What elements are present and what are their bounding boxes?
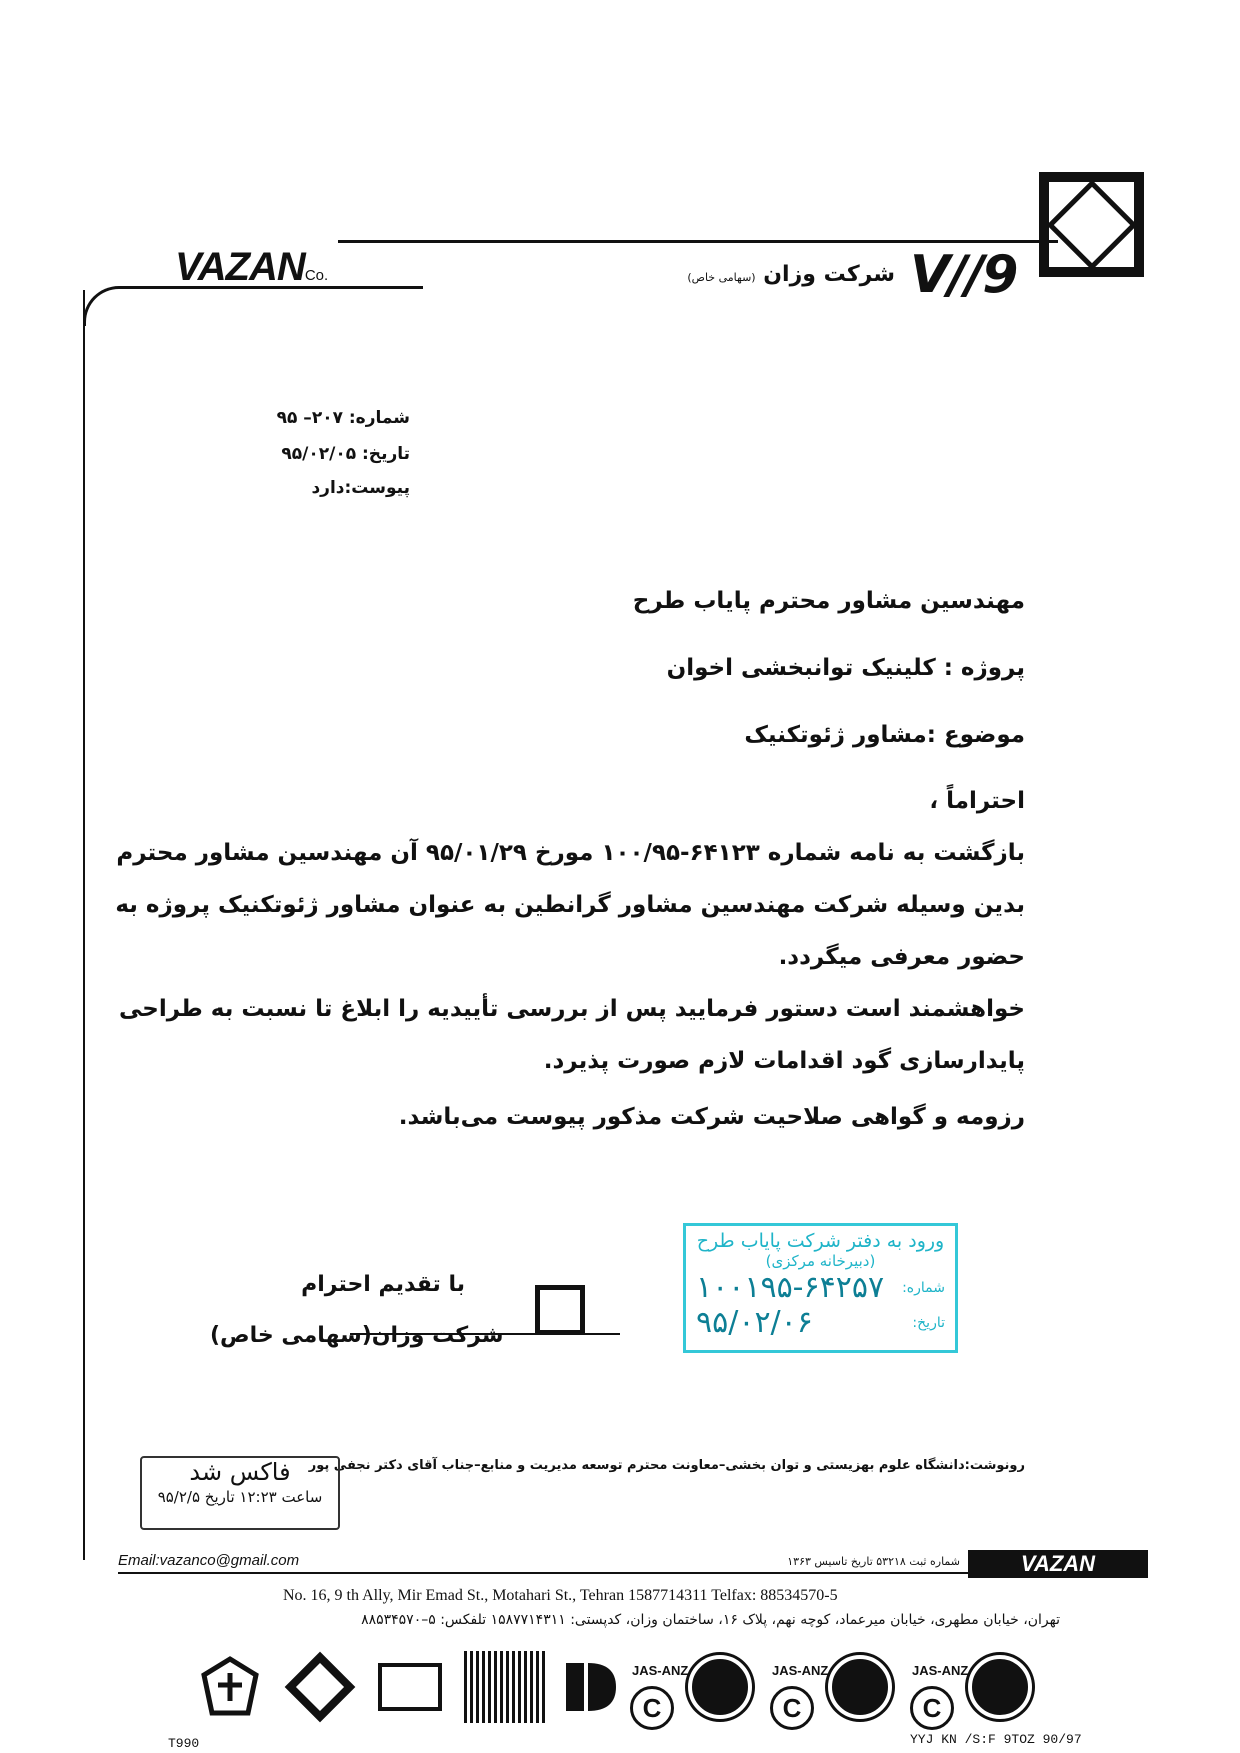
- receipt-stamp: [683, 1223, 958, 1353]
- stamp-number: ۱۰۰۱۹۵-۶۴۲۵۷: [696, 1270, 885, 1305]
- closing: با تقدیم احترام: [301, 1272, 465, 1297]
- header-rule: [338, 240, 1058, 243]
- letter-number: شماره: ۲۰۷– ۹۵: [276, 408, 410, 428]
- address-fa: تهران، خیابان مطهری، خیابان میرعماد، کوچه نهم، پلاک ۱۶، ساختمان وزان، کدپستی: ۱۵۸۷۷۱۴۳۱۱ تلفکس: ۵–۸۸۵۳۴۵۷۰: [361, 1612, 1060, 1628]
- fax-stamp-title: فاکس شد: [189, 1458, 291, 1486]
- certification-seal-icon: [825, 1652, 895, 1722]
- certification-seal-icon: [685, 1652, 755, 1722]
- project-line: پروژه : کلینیک توانبخشی اخوان: [666, 655, 1025, 681]
- address-en: No. 16, 9 th Ally, Mir Emad St., Motahari St., Tehran 1587714311 Telfax: 88534570-5: [283, 1587, 838, 1604]
- brand-glyphs: V//9: [910, 245, 1017, 305]
- fax-stamp: [140, 1456, 340, 1530]
- registration-info: شماره ثبت ۵۳۲۱۸ تاریخ تاسیس ۱۳۶۳: [787, 1555, 960, 1568]
- body-line: بازگشت به نامه شماره ۶۴۱۲۳-۱۰۰/۹۵ مورخ ۹۵/۰۱/۲۹ آن مهندسین مشاور محترم: [116, 840, 1025, 866]
- emblem-icon: [195, 1652, 265, 1722]
- company-name-text: شرکت وزان: [763, 262, 895, 287]
- footer-logo: VAZAN: [968, 1550, 1148, 1578]
- cert-label: JAS-ANZ: [632, 1663, 689, 1678]
- signatory: شرکت وزان(سهامی خاص): [210, 1323, 504, 1348]
- letter-date: تاریخ: ۹۵/۰۲/۰۵: [281, 444, 410, 464]
- stamp-title: ورود به دفتر شرکت پایاب طرح: [696, 1230, 945, 1252]
- cert-label: JAS-ANZ: [912, 1663, 969, 1678]
- footer-rule: [118, 1572, 968, 1574]
- body-line: پایدارسازی گود اقدامات لازم صورت پذیرد.: [543, 1048, 1025, 1074]
- body-line: بدین وسیله شرکت مهندسین مشاور گرانطین به عنوان مشاور ژئوتکنیک پروژه به: [115, 892, 1025, 918]
- subject-line: موضوع :مشاور ژئوتکنیک: [744, 722, 1025, 748]
- fax-stamp-detail: ساعت ۱۲:۲۳ تاریخ ۹۵/۲/۵: [157, 1488, 323, 1506]
- stamp-subtitle: (دبیرخانه مرکزی): [765, 1252, 876, 1270]
- signature-logo-icon: [535, 1285, 585, 1335]
- body-line: خواهشمند است دستور فرمایید پس از بررسی تأییدیه را ابلاغ تا نسبت به طراحی: [119, 996, 1025, 1022]
- brand-name-en: [175, 245, 328, 290]
- company-name-fa: [687, 262, 895, 287]
- company-type-text: (سهامی خاص): [687, 271, 756, 284]
- handshake-icon: [375, 1652, 445, 1722]
- brand-en-text: VAZAN: [175, 245, 305, 289]
- carbon-copy: رونوشت:دانشگاه علوم بهزیستی و توان بخشی–معاونت محترم توسعه مدیریت و منابع–جناب آقای دکتر نجفی پور: [308, 1458, 1025, 1473]
- cert-label: JAS-ANZ: [772, 1663, 829, 1678]
- society-logo-icon: [555, 1652, 625, 1722]
- brand-en-suffix: Co.: [304, 267, 329, 284]
- body-line: حضور معرفی میگردد.: [778, 944, 1025, 970]
- certificate-grid-icon: [460, 1652, 550, 1722]
- greeting: احتراماً ،: [929, 788, 1025, 814]
- form-code-right: YYJ KN /S:F 9TOZ 90/97: [910, 1732, 1082, 1747]
- certification-letter-icon: C: [630, 1686, 674, 1730]
- certification-letter-icon: C: [770, 1686, 814, 1730]
- frame-left-border: [83, 290, 85, 1560]
- certification-seal-icon: [965, 1652, 1035, 1722]
- stamp-number-label: شماره:: [902, 1279, 945, 1296]
- frame-corner: [83, 286, 423, 326]
- stamp-date-label: تاریخ:: [912, 1314, 945, 1331]
- recipient: مهندسین مشاور محترم پایاب طرح: [632, 588, 1025, 614]
- email: Email:vazanco@gmail.com: [118, 1552, 300, 1569]
- vazan-logo-mark: [1039, 172, 1144, 277]
- letter-attachment: پیوست:دارد: [311, 478, 410, 498]
- form-code: T990: [168, 1736, 200, 1751]
- diamond-logo-icon: [285, 1652, 355, 1722]
- body-line: رزومه و گواهی صلاحیت شرکت مذکور پیوست می‌باشد.: [398, 1104, 1025, 1130]
- certification-letter-icon: C: [910, 1686, 954, 1730]
- stamp-date: ۹۵/۰۲/۰۶: [696, 1305, 813, 1340]
